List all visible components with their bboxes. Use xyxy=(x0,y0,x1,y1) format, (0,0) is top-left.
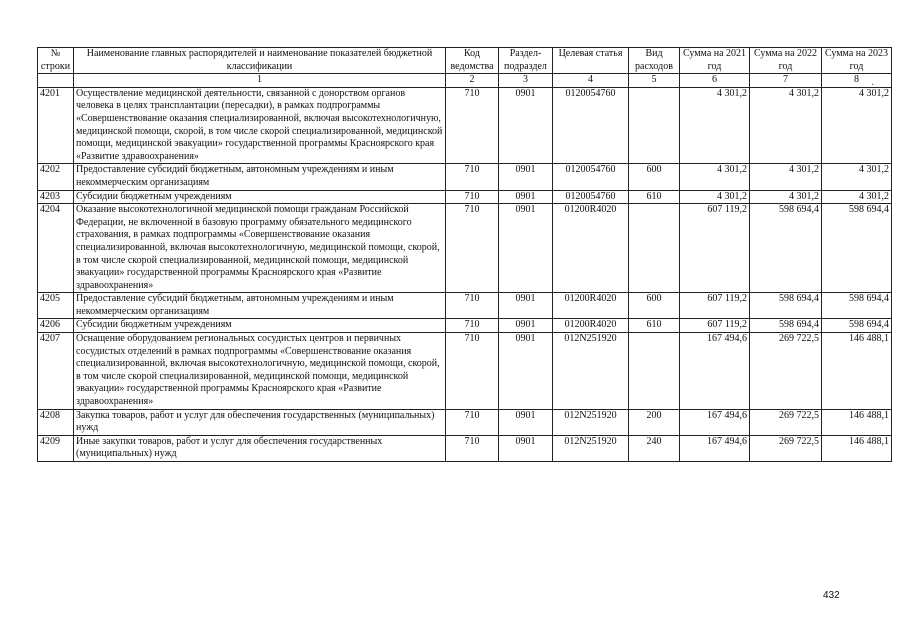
table-row xyxy=(38,87,892,164)
table-row xyxy=(38,164,892,190)
expense-type-cell: 200 xyxy=(629,409,680,435)
section-code-cell: 0901 xyxy=(499,204,553,293)
department-code-cell: 710 xyxy=(446,204,499,293)
column-number: 3 xyxy=(499,74,553,88)
document-page xyxy=(37,47,889,462)
row-name-cell: Иные закупки товаров, работ и услуг для обеспечения государственных (муниципальных) нужд xyxy=(74,435,446,461)
department-code-cell: 710 xyxy=(446,293,499,319)
header-sum-2023: Сумма на 2023 год xyxy=(822,48,892,74)
section-code-cell: 0901 xyxy=(499,164,553,190)
target-article-cell: 0120054760 xyxy=(553,190,629,204)
sum-2023-cell: 4 301,2 xyxy=(822,87,892,164)
sum-2021-cell: 4 301,2 xyxy=(680,190,750,204)
section-code-cell: 0901 xyxy=(499,293,553,319)
table-body xyxy=(38,87,892,461)
expense-type-cell: 600 xyxy=(629,293,680,319)
sum-2022-cell: 4 301,2 xyxy=(750,87,822,164)
row-number-cell: 4206 xyxy=(38,319,74,333)
target-article-cell: 0120054760 xyxy=(553,164,629,190)
sum-2022-cell: 4 301,2 xyxy=(750,164,822,190)
expense-type-cell: 240 xyxy=(629,435,680,461)
sum-2023-cell: 146 488,1 xyxy=(822,409,892,435)
sum-2021-cell: 607 119,2 xyxy=(680,319,750,333)
section-code-cell: 0901 xyxy=(499,333,553,410)
expense-type-cell: 600 xyxy=(629,164,680,190)
sum-2022-cell: 598 694,4 xyxy=(750,319,822,333)
sum-2022-cell: 598 694,4 xyxy=(750,293,822,319)
sum-2023-cell: 598 694,4 xyxy=(822,293,892,319)
sum-2021-cell: 167 494,6 xyxy=(680,409,750,435)
column-number: 6 xyxy=(680,74,750,88)
row-name-cell: Осуществление медицинской деятельности, связанной с донорством органов человека в целях трансплантации (пересадки), в рамках подпрограммы «Совершенствование оказания специализированной, включая высокотехнологичную, медицинской помощи, скорой, в том числе скорой специализированной, медицинской помощи, медицинской эвакуации» государственной программы Красноярского края «Развитие здравоохранения» xyxy=(74,87,446,164)
sum-2021-cell: 607 119,2 xyxy=(680,293,750,319)
target-article-cell: 0120054760 xyxy=(553,87,629,164)
department-code-cell: 710 xyxy=(446,319,499,333)
sum-2021-cell: 607 119,2 xyxy=(680,204,750,293)
section-code-cell: 0901 xyxy=(499,190,553,204)
header-name: Наименование главных распорядителей и наименование показателей бюджетной классификации xyxy=(74,48,446,74)
table-header-row xyxy=(38,48,892,74)
sum-2023-cell: 146 488,1 xyxy=(822,435,892,461)
table-row xyxy=(38,293,892,319)
section-code-cell: 0901 xyxy=(499,435,553,461)
target-article-cell: 012N251920 xyxy=(553,435,629,461)
row-name-cell: Оказание высокотехнологичной медицинской помощи гражданам Российской Федерации, не включенной в базовую программу обязательного медицинского страхования, в рамках подпрограммы «Совершенствование оказания специализированной, включая высокотехнологичную, медицинской помощи, скорой, в том числе скорой специализированной, медицинской помощи, медицинской эвакуации» государственной программы Красноярского края «Развитие здравоохранения» xyxy=(74,204,446,293)
sum-2022-cell: 598 694,4 xyxy=(750,204,822,293)
row-name-cell: Предоставление субсидий бюджетным, автономным учреждениям и иным некоммерческим организациям xyxy=(74,164,446,190)
table-row xyxy=(38,190,892,204)
scan-mark: · xyxy=(871,80,875,91)
column-number: 2 xyxy=(446,74,499,88)
table-row xyxy=(38,333,892,410)
target-article-cell: 01200R4020 xyxy=(553,204,629,293)
header-target-article: Целевая статья xyxy=(553,48,629,74)
row-number-cell: 4203 xyxy=(38,190,74,204)
column-number: 4 xyxy=(553,74,629,88)
department-code-cell: 710 xyxy=(446,435,499,461)
header-expense-type: Вид расходов xyxy=(629,48,680,74)
header-sum-2022: Сумма на 2022 год xyxy=(750,48,822,74)
row-number-cell: 4208 xyxy=(38,409,74,435)
column-number-row xyxy=(38,74,892,88)
page-number: 432 xyxy=(823,590,840,601)
sum-2022-cell: 269 722,5 xyxy=(750,409,822,435)
expense-type-cell: 610 xyxy=(629,190,680,204)
sum-2022-cell: 4 301,2 xyxy=(750,190,822,204)
section-code-cell: 0901 xyxy=(499,87,553,164)
row-number-cell: 4202 xyxy=(38,164,74,190)
column-number: 8 xyxy=(822,74,892,88)
row-number-cell: 4207 xyxy=(38,333,74,410)
header-sum-2021: Сумма на 2021 год xyxy=(680,48,750,74)
row-number-cell: 4204 xyxy=(38,204,74,293)
row-number-cell: 4209 xyxy=(38,435,74,461)
department-code-cell: 710 xyxy=(446,87,499,164)
header-section: Раздел-подраздел xyxy=(499,48,553,74)
expense-type-cell: 610 xyxy=(629,319,680,333)
sum-2023-cell: 598 694,4 xyxy=(822,319,892,333)
sum-2021-cell: 167 494,6 xyxy=(680,435,750,461)
column-number xyxy=(38,74,74,88)
row-name-cell: Субсидии бюджетным учреждениям xyxy=(74,190,446,204)
sum-2022-cell: 269 722,5 xyxy=(750,333,822,410)
target-article-cell: 01200R4020 xyxy=(553,319,629,333)
header-department-code: Код ведомства xyxy=(446,48,499,74)
table-row xyxy=(38,204,892,293)
sum-2021-cell: 4 301,2 xyxy=(680,164,750,190)
department-code-cell: 710 xyxy=(446,164,499,190)
target-article-cell: 012N251920 xyxy=(553,333,629,410)
budget-table xyxy=(37,47,892,462)
expense-type-cell xyxy=(629,333,680,410)
sum-2023-cell: 146 488,1 xyxy=(822,333,892,410)
row-name-cell: Оснащение оборудованием региональных сосудистых центров и первичных сосудистых отделений в рамках подпрограммы «Совершенствование оказания специализированной, включая высокотехнологичную, медицинской помощи, скорой, в том числе скорой специализированной, медицинской помощи, медицинской эвакуации» государственной программы Красноярского края «Развитие здравоохранения» xyxy=(74,333,446,410)
table-row xyxy=(38,435,892,461)
sum-2022-cell: 269 722,5 xyxy=(750,435,822,461)
target-article-cell: 01200R4020 xyxy=(553,293,629,319)
section-code-cell: 0901 xyxy=(499,409,553,435)
row-name-cell: Субсидии бюджетным учреждениям xyxy=(74,319,446,333)
sum-2023-cell: 4 301,2 xyxy=(822,190,892,204)
table-row xyxy=(38,319,892,333)
sum-2023-cell: 4 301,2 xyxy=(822,164,892,190)
department-code-cell: 710 xyxy=(446,190,499,204)
row-name-cell: Предоставление субсидий бюджетным, автономным учреждениям и иным некоммерческим организациям xyxy=(74,293,446,319)
sum-2021-cell: 167 494,6 xyxy=(680,333,750,410)
column-number: 7 xyxy=(750,74,822,88)
sum-2023-cell: 598 694,4 xyxy=(822,204,892,293)
row-number-cell: 4201 xyxy=(38,87,74,164)
expense-type-cell xyxy=(629,87,680,164)
department-code-cell: 710 xyxy=(446,409,499,435)
column-number: 1 xyxy=(74,74,446,88)
section-code-cell: 0901 xyxy=(499,319,553,333)
expense-type-cell xyxy=(629,204,680,293)
column-number: 5 xyxy=(629,74,680,88)
row-name-cell: Закупка товаров, работ и услуг для обеспечения государственных (муниципальных) нужд xyxy=(74,409,446,435)
sum-2021-cell: 4 301,2 xyxy=(680,87,750,164)
table-row xyxy=(38,409,892,435)
department-code-cell: 710 xyxy=(446,333,499,410)
header-row-number: № строки xyxy=(38,48,74,74)
target-article-cell: 012N251920 xyxy=(553,409,629,435)
row-number-cell: 4205 xyxy=(38,293,74,319)
